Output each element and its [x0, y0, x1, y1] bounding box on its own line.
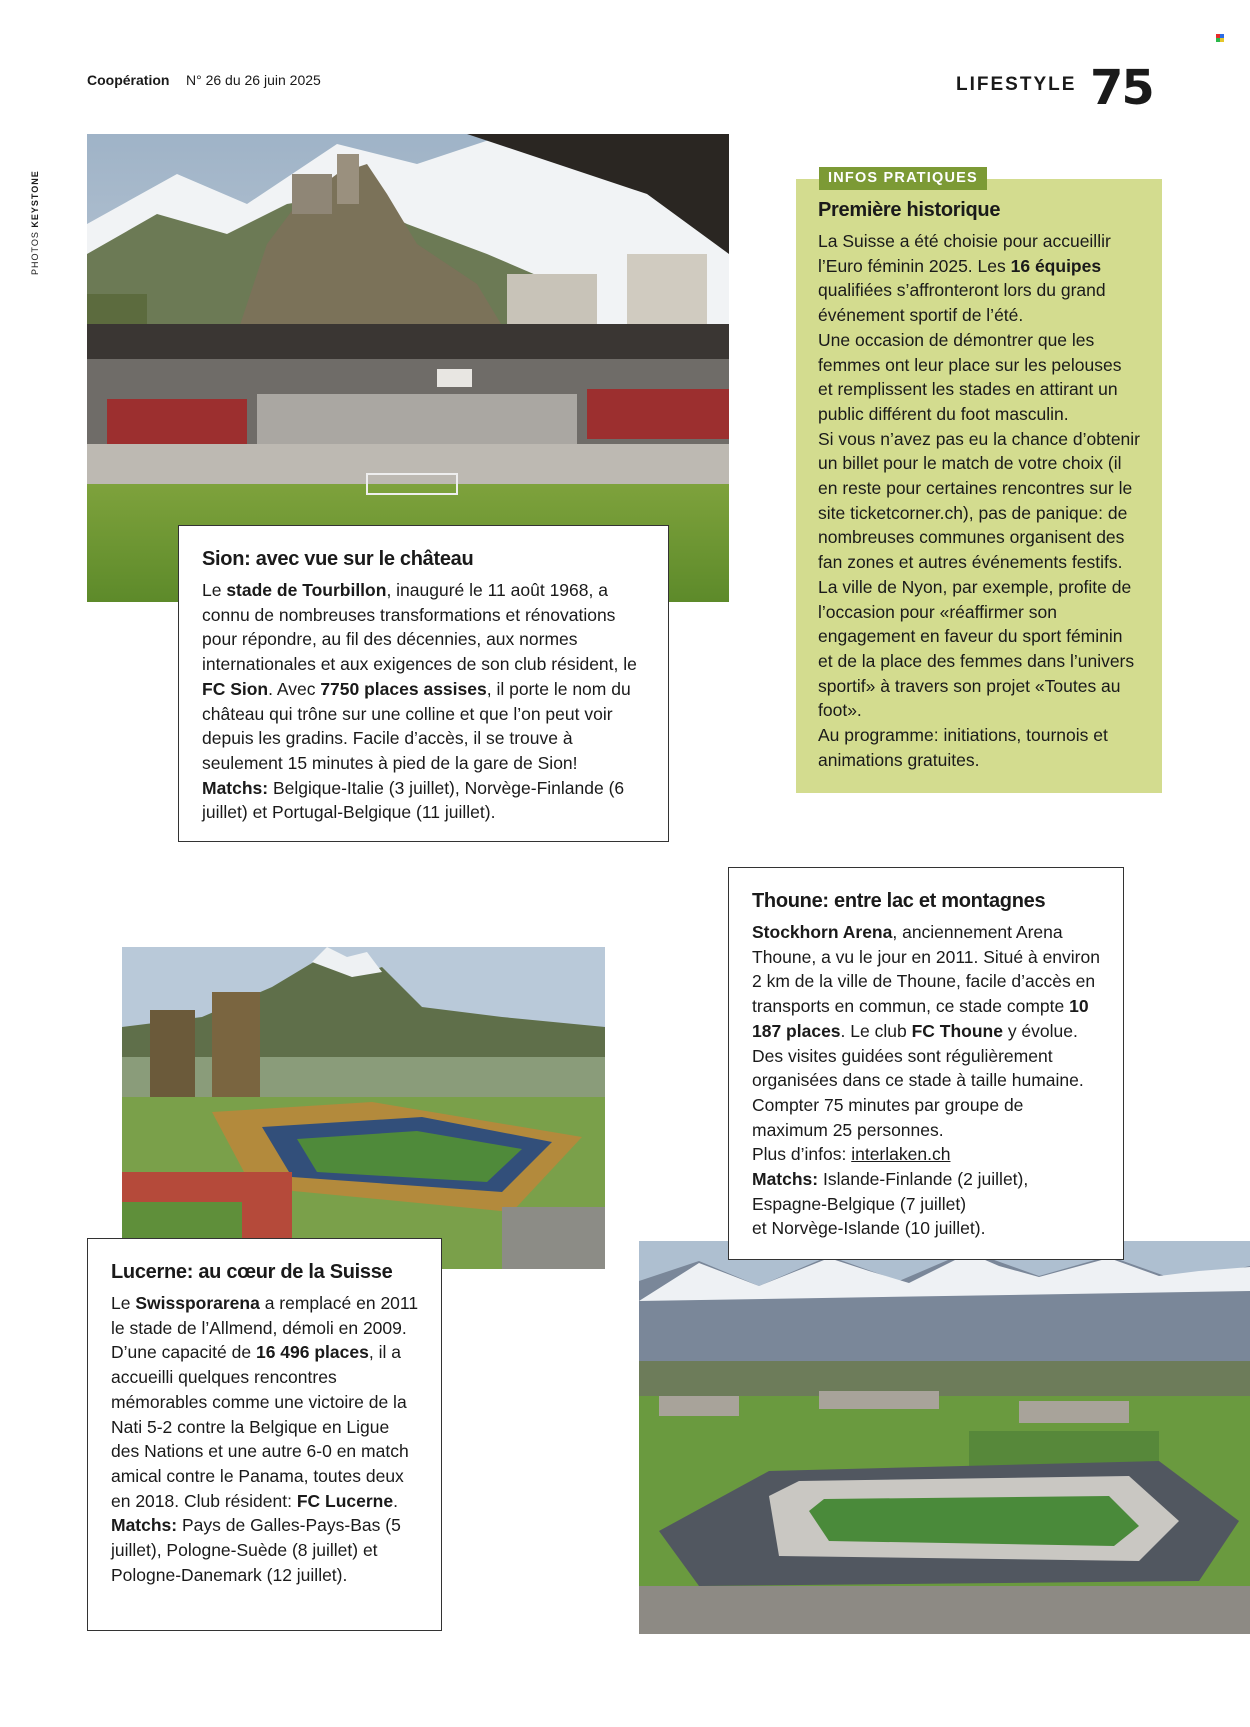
lucerne-text: , il a accueilli quelques rencontres mémorables comme une victoire de la Nati 5-2 contre la Belgique en Ligue des Nations et une autre 6-0 en match amical contre le Panama, toutes deux en 2018. Club résident:	[111, 1342, 409, 1511]
lucerne-matches-text: Pays de Galles-Pays-Bas (5 juillet), Pologne-Suède (8 juillet) et Pologne-Danemark (12 juillet).	[111, 1515, 401, 1585]
thoune-bold: 10 187 places	[752, 996, 1089, 1041]
infos-pratiques-box	[796, 179, 1162, 793]
sion-matches	[202, 776, 646, 825]
lucerne-matches	[111, 1513, 419, 1587]
lucerne-bold: Swissporarena	[135, 1293, 260, 1313]
issue-info: N° 26 du 26 juin 2025	[186, 72, 321, 88]
thoune-bold: Stockhorn Arena	[752, 922, 893, 942]
thoune-matches	[752, 1167, 1101, 1241]
credit-name: KEYSTONE	[30, 170, 40, 228]
lucerne-matches-label: Matchs:	[111, 1515, 178, 1536]
infos-title: Première historique	[818, 199, 1001, 221]
lucerne-text: .	[393, 1490, 398, 1511]
thoune-match-3: et Norvège-Islande (10 juillet).	[752, 1218, 986, 1239]
sion-text: , inauguré le 11 août 1968, a connu de nombreuses transformations et rénovations pour répondre, au fil des décennies, aux normes internationales et aux exigences de son club résident, le	[202, 580, 637, 675]
thoune-more-label: Plus d’infos:	[752, 1144, 852, 1165]
thoune-more-info	[752, 1142, 1101, 1167]
infos-tag: INFOS PRATIQUES	[819, 167, 987, 190]
thoune-link[interactable]: interlaken.ch	[851, 1144, 951, 1165]
thoune-text: , anciennement Arena Thoune, a vu le jour en 2011. Situé à environ 2 km de la ville de Thoune, facile d’accès en transports en commun, ce stade compte	[752, 922, 1100, 1017]
thoune-title: Thoune: entre lac et montagnes	[752, 890, 1046, 912]
photo-credit	[30, 170, 40, 275]
infos-paragraph-4: Au programme: initiations, tournois et animations gratuites.	[818, 725, 1108, 770]
lucerne-text: a remplacé en 2011 le stade de l’Allmend, démoli en 2009. D’une capacité de	[111, 1293, 419, 1363]
thoune-matches-label: Matchs:	[752, 1169, 819, 1190]
infos-paragraph-2: Une occasion de démontrer que les femmes ont leur place sur les pelouses et remplissent les stades en attirant un public différent du foot masculin.	[818, 329, 1122, 424]
color-mark-icon	[1216, 34, 1225, 43]
lucerne-text: Le	[111, 1293, 136, 1313]
thoune-match-1: Islande-Finlande (2 juillet),	[818, 1169, 1029, 1190]
section-title: LIFESTYLE	[956, 74, 1077, 95]
sion-text: , il porte le nom du château qui trône sur une colline et que l’on peut voir depuis les gradins. Facile d’accès, il se trouve à seulement 15 minutes à pied de la gare de Sion!	[202, 678, 631, 773]
page-number: 75	[1090, 60, 1153, 116]
sion-bold: FC Sion	[202, 678, 269, 699]
publication-name: Coopération	[87, 72, 170, 88]
sion-matches-text: Belgique-Italie (3 juillet), Norvège-Finlande (6 juillet) et Portugal-Belgique (11 juillet).	[202, 777, 625, 823]
photo-thoune-stadium	[639, 1241, 1250, 1634]
thoune-text-box	[728, 867, 1124, 1260]
lucerne-title: Lucerne: au cœur de la Suisse	[111, 1261, 393, 1283]
infos-paragraph-1	[818, 229, 1140, 328]
thoune-body	[752, 920, 1101, 1142]
infos-text: qualifiées s’affronteront lors du grand événement sportif de l’été.	[818, 280, 1106, 326]
sion-title: Sion: avec vue sur le château	[202, 548, 474, 570]
sion-matches-label: Matchs:	[202, 777, 269, 798]
thoune-bold: FC Thoune	[911, 1020, 1003, 1041]
sion-text-box	[178, 525, 669, 842]
infos-text: La Suisse a été choisie pour accueillir l’Euro féminin 2025. Les	[818, 231, 1111, 276]
photo-lucerne-stadium	[122, 947, 605, 1269]
lucerne-bold: 16 496 places	[255, 1342, 369, 1363]
lucerne-body	[111, 1291, 419, 1513]
sion-text: Le	[202, 580, 227, 600]
thoune-match-2: Espagne-Belgique (7 juillet)	[752, 1193, 967, 1214]
credit-prefix: PHOTOS	[30, 231, 40, 275]
sion-text: . Avec	[268, 678, 321, 699]
sion-body	[202, 578, 646, 776]
thoune-text: . Le club	[840, 1020, 912, 1041]
infos-paragraph-3: Si vous n’avez pas eu la chance d’obtenir un billet pour le match de votre choix (il en reste pour certaines rencontres sur le site ticketcorner.ch), pas de panique: de nombreuses communes organisent des fan zones et autres événements festifs. La ville de Nyon, par exemple, profite de l’occasion pour «réaffirmer son engagement en faveur du sport féminin et de la place des femmes dans l’univers sportif» à travers son projet «Toutes au foot».	[818, 428, 1141, 721]
sion-bold: stade de Tourbillon	[226, 580, 387, 600]
sion-bold: 7750 places assises	[320, 678, 487, 699]
lucerne-bold: FC Lucerne	[296, 1490, 394, 1511]
thoune-text: y évolue. Des visites guidées sont régulièrement organisées dans ce stade à taille humaine. Compter 75 minutes par groupe de maximum 25 personnes.	[752, 1020, 1084, 1140]
lucerne-text-box	[87, 1238, 442, 1631]
infos-bold: 16 équipes	[1010, 255, 1102, 276]
